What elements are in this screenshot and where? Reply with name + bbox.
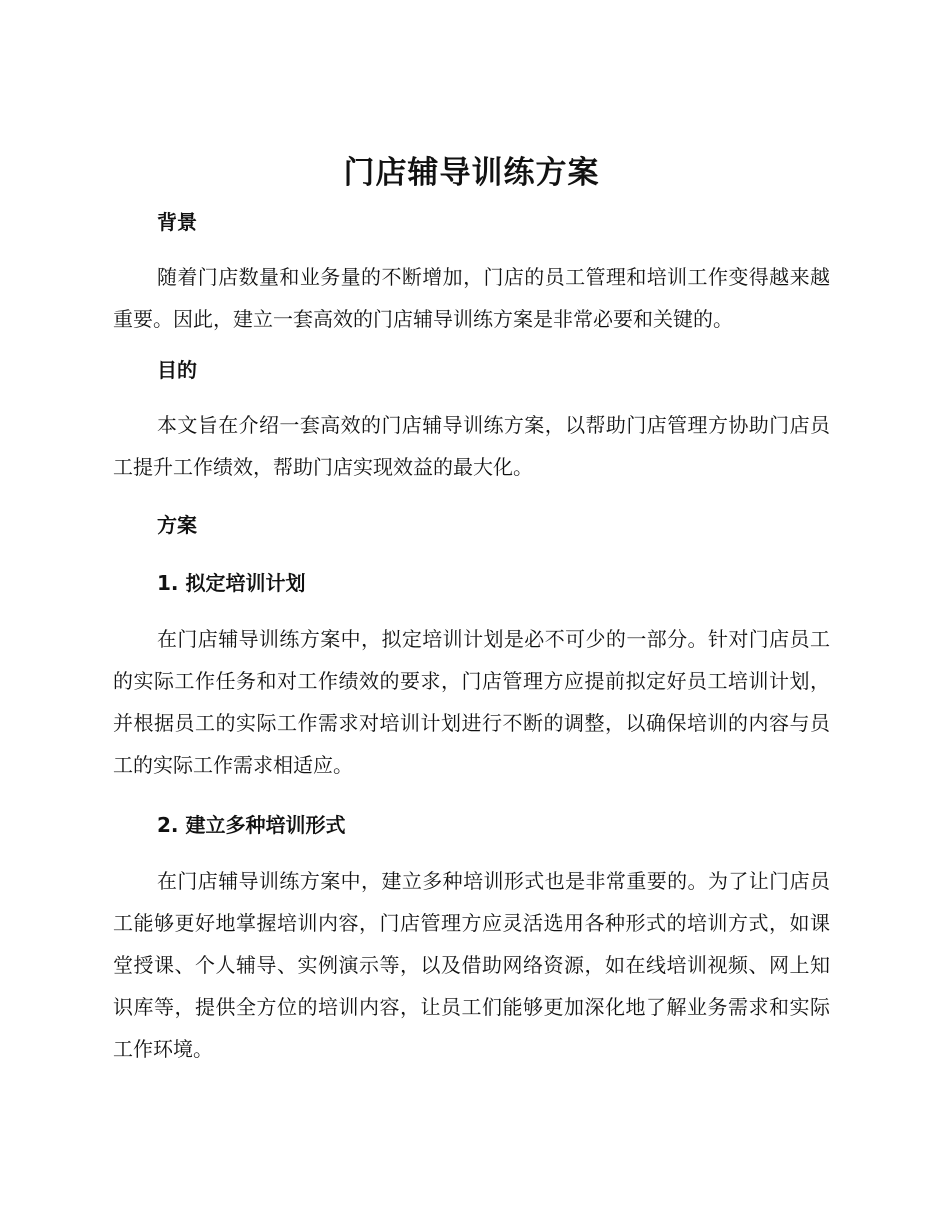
section-paragraph-purpose: 本文旨在介绍一套高效的门店辅导训练方案，以帮助门店管理方协助门店员工提升工作绩效，帮助门店实现效益的最大化。 [113,413,830,479]
subsection-paragraph-training-forms: 在门店辅导训练方案中，建立多种培训形式也是非常重要的。为了让门店员工能够更好地掌握培训内容，门店管理方应灵活选用各种形式的培训方式，如课堂授课、个人辅导、实例演示等，以及借助网络资源，如在线培训视频、网上知识库等，提供全方位的培训内容，让员工们能够更加深化地了解业务需求和实际工作环境。 [113,869,830,1061]
section-heading-background: 背景 [157,210,197,234]
section-paragraph-background: 随着门店数量和业务量的不断增加，门店的员工管理和培训工作变得越来越重要。因此，建立一套高效的门店辅导训练方案是非常必要和关键的。 [113,265,830,331]
section-heading-plan: 方案 [157,513,197,537]
document-body [113,148,830,1070]
subsection-heading-training-plan: 1. 拟定培训计划 [157,571,306,595]
subsection-paragraph-training-plan: 在门店辅导训练方案中，拟定培训计划是必不可少的一部分。针对门店员工的实际工作任务和对工作绩效的要求，门店管理方应提前拟定好员工培训计划，并根据员工的实际工作需求对培训计划进行不断的调整，以确保培训的内容与员工的实际工作需求相适应。 [113,627,830,777]
section-heading-purpose: 目的 [157,358,197,382]
document-title: 门店辅导训练方案 [343,155,600,191]
subsection-heading-training-forms: 2. 建立多种培训形式 [157,813,346,837]
